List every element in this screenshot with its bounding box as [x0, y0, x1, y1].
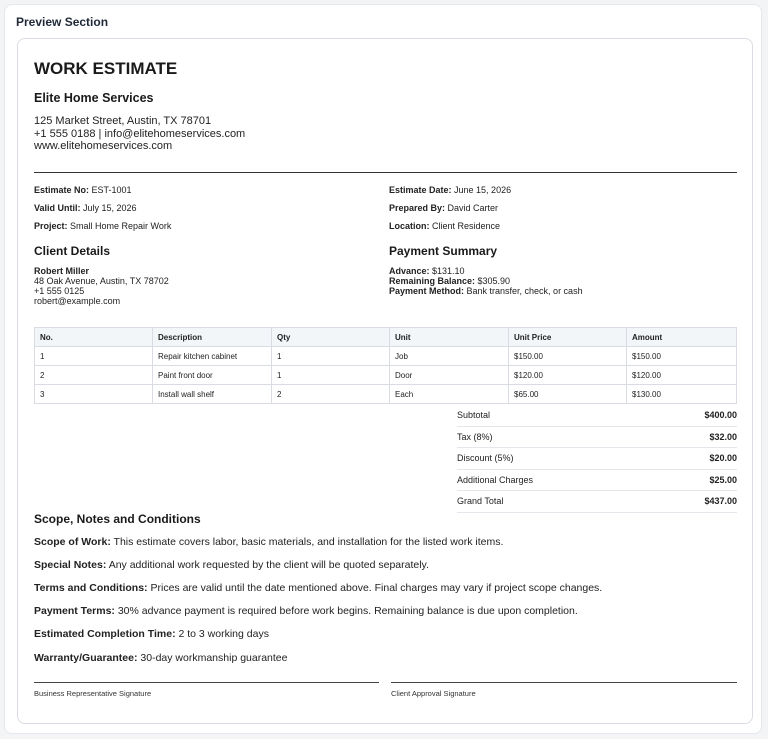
- estimate-date-label: Estimate Date:: [389, 185, 452, 195]
- project-value: Small Home Repair Work: [67, 221, 172, 231]
- client-name: Robert Miller: [34, 266, 90, 276]
- warranty: [34, 652, 288, 664]
- project-label: Project:: [34, 221, 68, 231]
- estimate-number-label: Estimate No:: [34, 185, 90, 195]
- advance-line: [389, 266, 583, 276]
- cell-qty: 1: [272, 366, 390, 385]
- valid-until: [34, 203, 137, 213]
- header-description: Description: [153, 328, 272, 347]
- scope-of-work-label: Scope of Work:: [34, 536, 111, 548]
- scope-of-work-text: This estimate covers labor, basic materials, and installation for the listed work items.: [110, 536, 504, 548]
- location-value: Client Residence: [429, 221, 501, 231]
- completion-time: [34, 628, 269, 640]
- additional-charges-label: Additional Charges: [457, 474, 534, 485]
- client-signature-label: Client Approval Signature: [391, 689, 476, 698]
- cell-unit: Door: [390, 366, 509, 385]
- special-notes-label: Special Notes:: [34, 559, 107, 571]
- table-row: [35, 366, 737, 385]
- table-header-row: [35, 328, 737, 347]
- remaining-line: [389, 276, 583, 286]
- terms-and-conditions: [34, 582, 602, 594]
- client-signature-line: [391, 682, 737, 683]
- payment-summary-heading: Payment Summary: [389, 244, 498, 258]
- scope-heading: Scope, Notes and Conditions: [34, 512, 201, 526]
- header-unit: Unit: [390, 328, 509, 347]
- section-title: Preview Section: [16, 15, 109, 29]
- company-address: 125 Market Street, Austin, TX 78701: [34, 115, 212, 127]
- special-notes-text: Any additional work requested by the client will be quoted separately.: [106, 559, 429, 571]
- cell-qty: 2: [272, 385, 390, 404]
- table-row: [35, 347, 737, 366]
- header-divider: [34, 172, 737, 173]
- business-signature-label: Business Representative Signature: [34, 689, 152, 698]
- cell-amount: $150.00: [627, 347, 737, 366]
- header-unit-price: Unit Price: [509, 328, 627, 347]
- preview-panel: [4, 4, 762, 734]
- totals-row-subtotal: [457, 405, 737, 427]
- payment-terms: [34, 605, 578, 617]
- cell-no: 1: [35, 347, 153, 366]
- totals-row-grand-total: [457, 491, 737, 513]
- subtotal-label: Subtotal: [457, 410, 491, 420]
- client-address: 48 Oak Avenue, Austin, TX 78702: [34, 276, 169, 286]
- tax-label: Tax (8%): [457, 431, 493, 442]
- document-title: WORK ESTIMATE: [34, 59, 178, 78]
- company-name: Elite Home Services: [34, 91, 154, 105]
- estimate-date-value: June 15, 2026: [451, 185, 512, 195]
- warranty-text: 30-day workmanship guarantee: [137, 652, 288, 664]
- cell-unit: Job: [390, 347, 509, 366]
- cell-no: 3: [35, 385, 153, 404]
- subtotal-value: $400.00: [704, 410, 737, 420]
- additional-charges-value: $25.00: [709, 474, 737, 485]
- client-details-heading: Client Details: [34, 244, 111, 258]
- valid-until-label: Valid Until:: [34, 203, 81, 213]
- payment-method-label: Payment Method:: [389, 286, 465, 296]
- discount-value: $20.00: [709, 453, 737, 463]
- discount-label: Discount (5%): [457, 453, 514, 463]
- payment-method-value: Bank transfer, check, or cash: [464, 286, 583, 296]
- valid-until-value: July 15, 2026: [80, 203, 137, 213]
- cell-amount: $120.00: [627, 366, 737, 385]
- cell-qty: 1: [272, 347, 390, 366]
- header-amount: Amount: [627, 328, 737, 347]
- totals-row-discount: [457, 448, 737, 470]
- project: [34, 221, 171, 231]
- company-contact: +1 555 0188 | info@elitehomeservices.com: [34, 127, 246, 140]
- business-signature-line: [34, 682, 379, 683]
- location: [389, 221, 500, 231]
- completion-time-text: 2 to 3 working days: [175, 628, 269, 640]
- cell-unit-price: $150.00: [509, 347, 627, 366]
- terms-label: Terms and Conditions:: [34, 582, 148, 594]
- totals-block: [457, 405, 737, 513]
- cell-no: 2: [35, 366, 153, 385]
- header-qty: Qty: [272, 328, 390, 347]
- advance-label: Advance:: [389, 266, 430, 276]
- special-notes: [34, 559, 429, 571]
- items-table: [34, 327, 737, 404]
- advance-value: $131.10: [429, 266, 465, 276]
- cell-amount: $130.00: [627, 385, 737, 404]
- estimate-card: [17, 38, 753, 724]
- scope-of-work: [34, 536, 503, 548]
- cell-description: Install wall shelf: [153, 385, 272, 404]
- tax-value: $32.00: [709, 431, 737, 442]
- cell-description: Repair kitchen cabinet: [153, 347, 272, 366]
- remaining-value: $305.90: [475, 276, 511, 286]
- location-label: Location:: [389, 221, 430, 231]
- grand-total-value: $437.00: [704, 496, 737, 506]
- company-website: www.elitehomeservices.com: [34, 140, 173, 152]
- client-phone: +1 555 0125: [34, 286, 85, 296]
- prepared-by-label: Prepared By:: [389, 203, 446, 213]
- estimate-number: [34, 185, 132, 195]
- client-email: robert@example.com: [34, 296, 121, 306]
- payment-terms-text: 30% advance payment is required before work begins. Remaining balance is due upon completion.: [114, 605, 578, 617]
- cell-unit-price: $65.00: [509, 385, 627, 404]
- company-info: [34, 115, 245, 153]
- header-no: No.: [35, 328, 153, 347]
- prepared-by: [389, 203, 498, 213]
- cell-description: Paint front door: [153, 366, 272, 385]
- completion-time-label: Estimated Completion Time:: [34, 628, 176, 640]
- cell-unit: Each: [390, 385, 509, 404]
- payment-info: [389, 266, 583, 296]
- totals-row-additional: [457, 470, 737, 492]
- estimate-number-value: EST-1001: [89, 185, 132, 195]
- payment-method-line: [389, 286, 583, 296]
- estimate-date: [389, 185, 511, 195]
- prepared-by-value: David Carter: [445, 203, 499, 213]
- table-row: [35, 385, 737, 404]
- warranty-label: Warranty/Guarantee:: [34, 652, 138, 664]
- totals-row-tax: [457, 427, 737, 449]
- payment-terms-label: Payment Terms:: [34, 605, 115, 617]
- grand-total-label: Grand Total: [457, 496, 504, 506]
- client-info: [34, 266, 169, 306]
- cell-unit-price: $120.00: [509, 366, 627, 385]
- terms-text: Prices are valid until the date mentioned above. Final charges may vary if project scope changes.: [147, 582, 603, 594]
- remaining-label: Remaining Balance:: [389, 276, 476, 286]
